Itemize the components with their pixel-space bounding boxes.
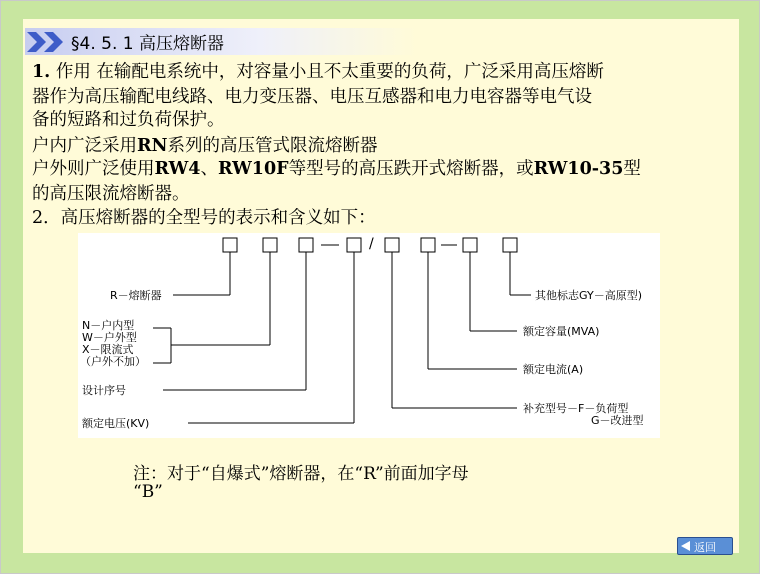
code-box-2 <box>263 238 277 252</box>
label-improved-type: G－改进型 <box>591 414 644 427</box>
code-box-5 <box>385 238 399 252</box>
label-rated-voltage: 额定电压(KV) <box>82 417 150 430</box>
label-x-limiting: X－限流式 <box>82 343 134 356</box>
model-name: RW10-35 <box>533 159 624 179</box>
body-line-3: 备的短路和过负荷保护。 <box>32 110 225 130</box>
code-box-4 <box>347 238 361 252</box>
label-w-outdoor: W－户外型 <box>82 331 137 344</box>
body-text: 型 <box>623 159 641 179</box>
model-name: RN <box>137 136 168 156</box>
body-text: 户外则广泛使用 <box>32 159 155 179</box>
back-button[interactable] <box>677 537 733 555</box>
note-line-2: “B” <box>133 482 163 502</box>
code-box-1 <box>223 238 237 252</box>
label-outdoor-none: （户外不加） <box>80 355 146 368</box>
body-text: 、 <box>200 159 218 179</box>
label-other-mark: 其他标志GY－高原型) <box>535 289 642 302</box>
body-line-6: 的高压限流熔断器。 <box>32 184 190 204</box>
diagram-lines <box>1 1 760 575</box>
body-line-2: 器作为高压输配电线路、电力变压器、电压互感器和电力电容器等电气设 <box>32 87 592 107</box>
code-box-8 <box>503 238 517 252</box>
model-name: RW4 <box>154 159 201 179</box>
note-line-1: 注：对于“自爆式”熔断器，在“R”前面加字母 <box>133 464 469 484</box>
back-arrow-icon <box>681 541 690 551</box>
code-box-3 <box>299 238 313 252</box>
label-r-fuse: R－熔断器 <box>110 289 162 302</box>
item-number: 1. <box>32 62 51 82</box>
body-line-7: 2．高压熔断器的全型号的表示和含义如下： <box>32 208 376 228</box>
body-text: 户内广泛采用 <box>32 136 137 156</box>
slash-separator: / <box>369 236 374 252</box>
label-n-indoor: N－户内型 <box>82 319 135 332</box>
body-text: 等型号的高压跌开式熔断器，或 <box>288 159 534 179</box>
label-rated-capacity: 额定容量(MVA) <box>523 325 600 338</box>
label-supplementary-type: 补充型号－F－负荷型 <box>523 402 629 415</box>
code-box-7 <box>463 238 477 252</box>
model-name: RW10F <box>218 159 289 179</box>
code-box-6 <box>421 238 435 252</box>
back-button-label: 返回 <box>694 541 716 554</box>
slide-title: §4. 5. 1 高压熔断器 <box>71 34 224 54</box>
body-text: 系列的高压管式限流熔断器 <box>167 136 378 156</box>
body-text: 作用 在输配电系统中，对容量小且不太重要的负荷，广泛采用高压熔断 <box>50 62 604 82</box>
label-design-seq: 设计序号 <box>82 384 126 397</box>
label-rated-current: 额定电流(A) <box>523 363 584 376</box>
